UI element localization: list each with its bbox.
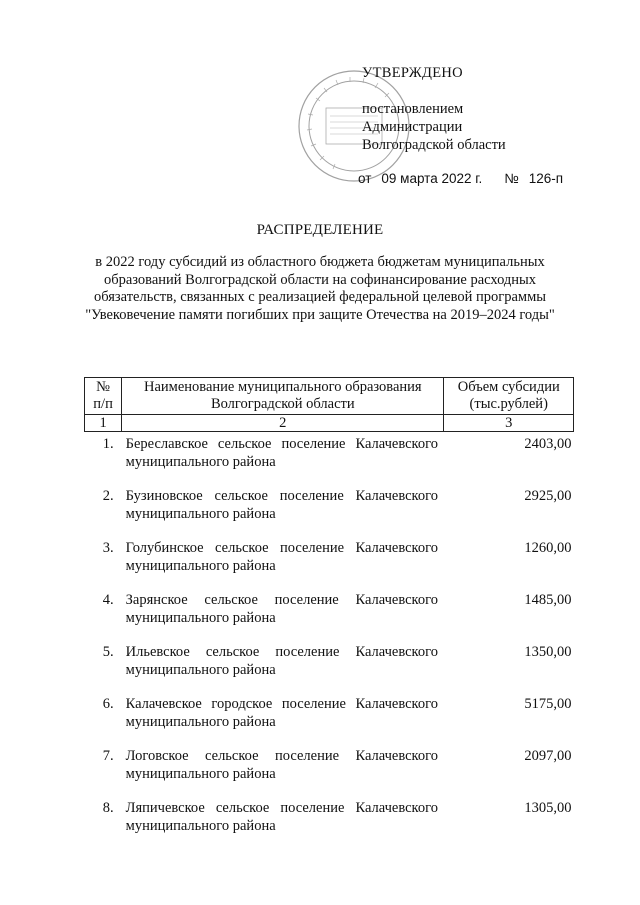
- row-number: 3.: [102, 540, 114, 556]
- table-row: [85, 796, 574, 848]
- row-amount: 1485,00: [524, 592, 572, 608]
- table-header-row: [85, 378, 574, 415]
- row-number: 6.: [102, 696, 114, 712]
- approval-line-decree: постановлением: [362, 101, 464, 117]
- row-amount: 1305,00: [524, 800, 572, 816]
- row-municipality: Ляпичевское сельское поселение Калачевского муниципального района: [125, 800, 438, 834]
- header-subsidy: Объем субсидии (тыс.рублей): [444, 378, 574, 415]
- decree-date-number: [358, 170, 563, 188]
- row-amount: 2403,00: [524, 436, 572, 452]
- row-number: 2.: [102, 488, 114, 504]
- approval-line-administration: Администрации: [362, 119, 463, 135]
- row-municipality: Ильевское сельское поселение Калачевского муниципального района: [125, 644, 438, 678]
- decree-date: 09 марта 2022 г.: [381, 171, 483, 186]
- column-number: 2: [122, 415, 444, 432]
- approval-line-region: Волгоградской области: [362, 137, 506, 153]
- table-row: [85, 484, 574, 536]
- table-row: [85, 588, 574, 640]
- row-amount: 2097,00: [524, 748, 572, 764]
- column-number: 1: [85, 415, 122, 432]
- row-municipality: Голубинское сельское поселение Калачевского муниципального района: [125, 540, 438, 574]
- header-municipality: Наименование муниципального образования Волгоградской области: [122, 378, 444, 415]
- table-row: [85, 432, 574, 485]
- row-amount: 2925,00: [524, 488, 572, 504]
- document-title: РАСПРЕДЕЛЕНИЕ: [256, 222, 384, 238]
- row-number: 5.: [102, 644, 114, 660]
- row-amount: 5175,00: [524, 696, 572, 712]
- table-row: [85, 692, 574, 744]
- table-row: [85, 744, 574, 796]
- table-row: [85, 536, 574, 588]
- distribution-table: [84, 377, 574, 848]
- column-number-row: [85, 415, 574, 432]
- row-number: 8.: [102, 800, 114, 816]
- number-sign: №: [504, 171, 519, 186]
- row-municipality: Бузиновское сельское поселение Калачевского муниципального района: [125, 488, 438, 522]
- document-subtitle: в 2022 году субсидий из областного бюджета бюджетам муниципальных образований Волгоградской области на софинансирование расходных обязательств, связанных с реализацией федеральной целевой программы "Увековечение памяти погибших при защите Отечества на 2019–2024 годы": [85, 254, 555, 323]
- date-prefix: от: [358, 171, 372, 186]
- row-municipality: Логовское сельское поселение Калачевского муниципального района: [125, 748, 438, 782]
- row-municipality: Калачевское городское поселение Калачевского муниципального района: [125, 696, 438, 730]
- row-amount: 1260,00: [524, 540, 572, 556]
- row-municipality: Береславское сельское поселение Калачевского муниципального района: [125, 436, 438, 470]
- row-number: 7.: [102, 748, 114, 764]
- table-row: [85, 640, 574, 692]
- column-number: 3: [444, 415, 574, 432]
- decree-number: 126-п: [528, 171, 564, 186]
- row-amount: 1350,00: [524, 644, 572, 660]
- row-number: 4.: [102, 592, 114, 608]
- header-number: № п/п: [85, 378, 122, 415]
- row-number: 1.: [102, 436, 114, 452]
- row-municipality: Зарянское сельское поселение Калачевского муниципального района: [125, 592, 438, 626]
- approval-block: [358, 64, 564, 188]
- approved-label: УТВЕРЖДЕНО: [362, 65, 463, 81]
